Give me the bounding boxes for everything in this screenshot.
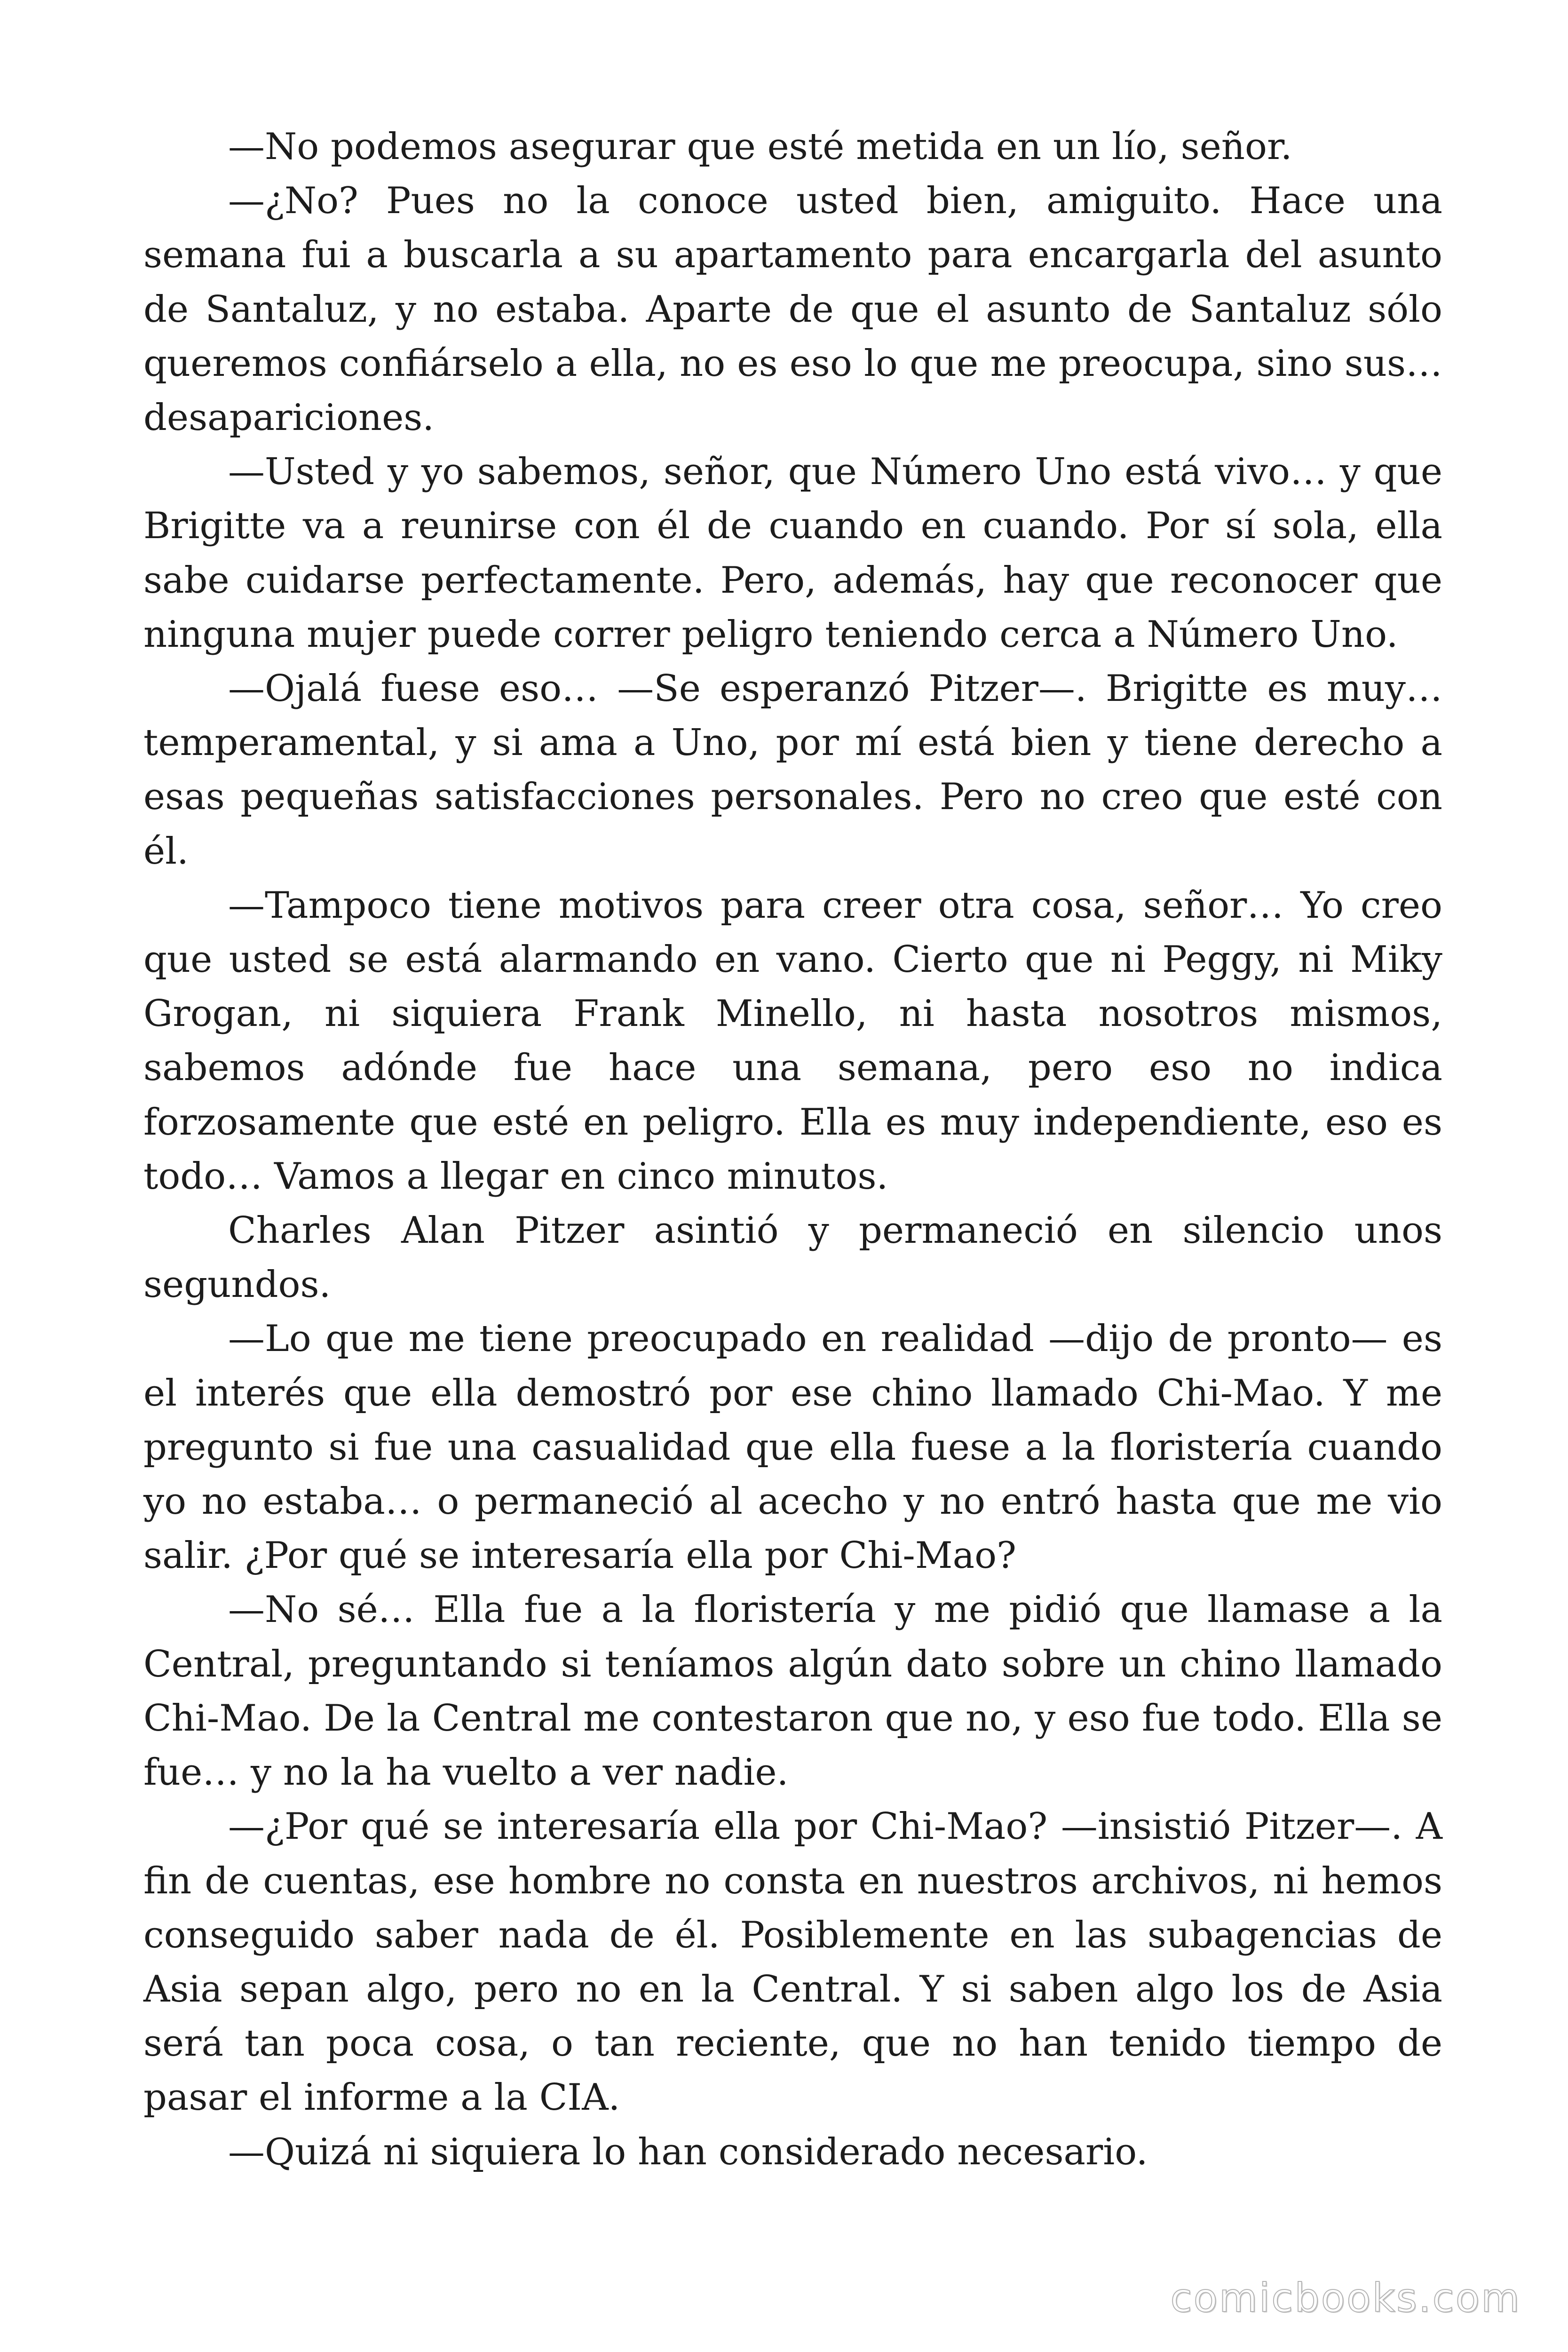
watermark: comicbooks.com (1170, 2275, 1521, 2321)
paragraph: —Lo que me tiene preocupado en realidad —dijo de pronto— es el interés que ella demostró por ese chino llamado Chi-Mao. Y me pregunto si fue una casualidad que ella fuese a la floristería cuando yo no estaba… o permaneció al acecho y no entró hasta que me vio salir. ¿Por qué se interesaría ella por Chi-Mao? (143, 1318, 1442, 1577)
paragraph: —¿Por qué se interesaría ella por Chi-Mao? —insistió Pitzer—. A fin de cuentas, ese hombre no consta en nuestros archivos, ni hemos conseguido saber nada de él. Posiblemente en las subagencias de Asia sepan algo, pero no en la Central. Y si saben algo los de Asia será tan poca cosa, o tan reciente, que no han tenido tiempo de pasar el informe a la CIA. (143, 1805, 1442, 2119)
paragraph: Charles Alan Pitzer asintió y permaneció en silencio unos segundos. (143, 1209, 1442, 1306)
paragraph: —No sé… Ella fue a la floristería y me pidió que llamase a la Central, preguntando si teníamos algún dato sobre un chino llamado Chi-Mao. De la Central me contestaron que no, y eso fue todo. Ella se fue… y no la ha vuelto a ver nadie. (143, 1589, 1442, 1794)
paragraph: —No podemos asegurar que esté metida en un lío, señor. (228, 126, 1292, 168)
paragraph: —Tampoco tiene motivos para creer otra cosa, señor… Yo creo que usted se está alarmando en vano. Cierto que ni Peggy, ni Miky Grogan, ni siquiera Frank Minello, ni hasta nosotros mismos, sabemos adónde fue hace una semana, pero eso no indica forzosamente que esté en peligro. Ella es muy independiente, eso es todo… Vamos a llegar en cinco minutos. (143, 884, 1442, 1198)
paragraph: —Ojalá fuese eso… —Se esperanzó Pitzer—. Brigitte es muy… temperamental, y si ama a Uno, por mí está bien y tiene derecho a esas pequeñas satisfacciones personales. Pero no creo que esté con él. (143, 667, 1442, 873)
body-text (143, 120, 1442, 2179)
paragraph: —¿No? Pues no la conoce usted bien, amiguito. Hace una semana fui a buscarla a su apartamento para encargarla del asunto de Santaluz, y no estaba. Aparte de que el asunto de Santaluz sólo queremos confiárselo a ella, no es eso lo que me preocupa, sino sus… desapariciones. (143, 180, 1442, 439)
paragraph: —Usted y yo sabemos, señor, que Número Uno está vivo… y que Brigitte va a reunirse con él de cuando en cuando. Por sí sola, ella sabe cuidarse perfectamente. Pero, además, hay que reconocer que ninguna mujer puede correr peligro teniendo cerca a Número Uno. (143, 451, 1442, 656)
paragraph: —Quizá ni siquiera lo han considerado necesario. (228, 2130, 1148, 2173)
